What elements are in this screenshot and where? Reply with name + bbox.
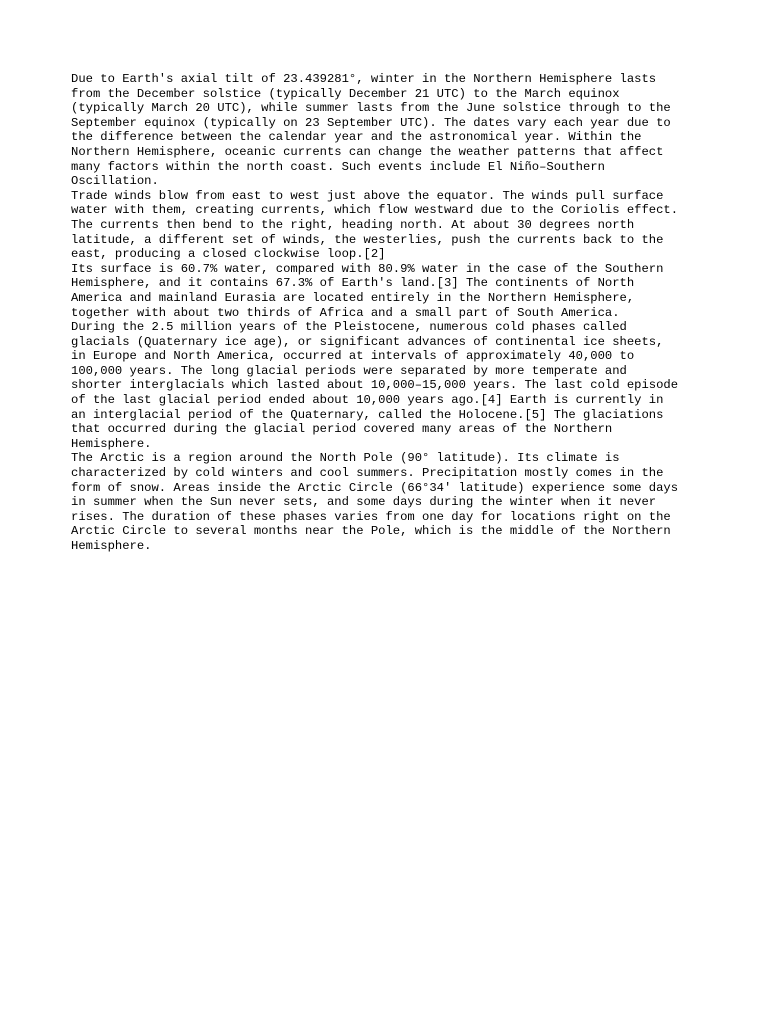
paragraph-trade-winds: Trade winds blow from east to west just above the equator. The winds pull surface water with them, creating currents, which flow westward due to the Coriolis effect. The currents then bend to the right, heading north. At about 30 degrees north latitude, a different set of winds, the westerlies, push the currents back to the east, producing a closed clockwise loop.[2] bbox=[71, 188, 679, 262]
paragraph-pleistocene: During the 2.5 million years of the Pleistocene, numerous cold phases called glacials (Quaternary ice age), or significant advances of continental ice sheets, in Europe and North America, occurred at intervals of approximately 40,000 to 100,000 years. The long glacial periods were separated by more temperate and shorter interglacials which lasted about 10,000–15,000 years. The last cold episode of the last glacial period ended about 10,000 years ago.[4] Earth is currently in an interglacial period of the Quaternary, called the Holocene.[5] The glaciations that occurred during the glacial period covered many areas of the Northern Hemisphere. bbox=[71, 320, 679, 451]
paragraph-surface: Its surface is 60.7% water, compared with 80.9% water in the case of the Southern Hemisphere, and it contains 67.3% of Earth's land.[3] The continents of North America and mainland Eurasia are located entirely in the Northern Hemisphere, together with about two thirds of Africa and a small part of South America. bbox=[71, 261, 664, 320]
paragraph-arctic: The Arctic is a region around the North Pole (90° latitude). Its climate is characterized by cold winters and cool summers. Precipitation mostly comes in the form of snow. Areas inside the Arctic Circle (66°34′ latitude) experience some days in summer when the Sun never sets, and some days during the winter when it never rises. The duration of these phases varies from one day for locations right on the Arctic Circle to several months near the Pole, which is the middle of the Northern Hemisphere. bbox=[71, 451, 679, 553]
paragraph-axial-tilt: Due to Earth's axial tilt of 23.439281°, winter in the Northern Hemisphere lasts from the December solstice (typically December 21 UTC) to the March equinox (typically March 20 UTC), while summer lasts from the June solstice through to the September equinox (typically on 23 September UTC). The dates vary each year due to the difference between the calendar year and the astronomical year. Within the Northern Hemisphere, oceanic currents can change the weather patterns that affect many factors within the north coast. Such events include El Niño–Southern Oscillation. bbox=[71, 72, 671, 189]
document-body bbox=[71, 72, 703, 554]
